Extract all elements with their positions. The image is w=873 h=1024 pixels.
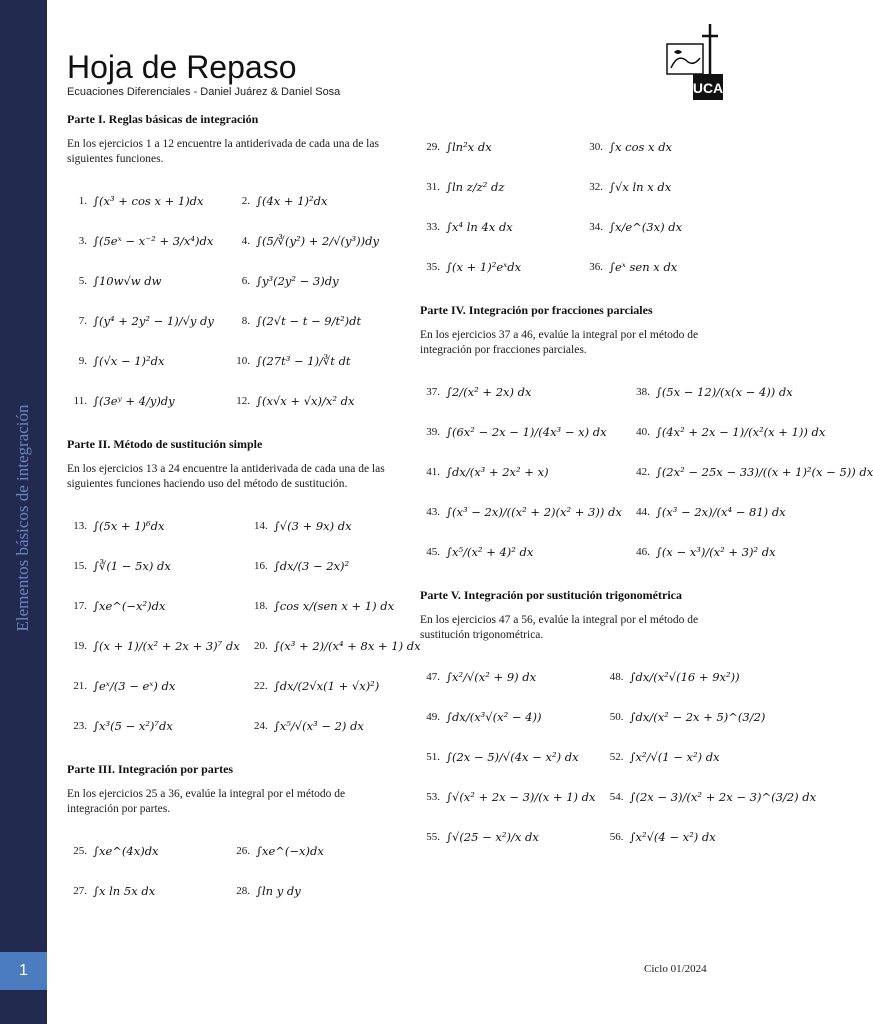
exercise-expression: ∫(2x − 5)/√(4x − x²) dx (446, 750, 579, 764)
section-part-3-continued (420, 127, 738, 287)
exercise-expression: ∫ln y dy (256, 884, 301, 898)
exercise-expression: ∫(x + 1)/(x² + 2x + 3)⁷ dx (93, 639, 240, 653)
right-column (420, 127, 873, 873)
exercise-number: 13. (73, 520, 87, 532)
exercise-expression: ∫dx/(x³ + 2x² + x) (446, 465, 549, 479)
exercise-number: 50. (609, 711, 624, 723)
exercise-item (67, 181, 222, 221)
exercise-expression: ∫ln²x dx (446, 140, 492, 154)
exercise-expression: ∫(5x + 1)⁶dx (93, 519, 165, 533)
exercise-number: 23. (73, 720, 87, 732)
document-title: Hoja de Repaso (67, 49, 297, 85)
exercise-item (583, 167, 738, 207)
exercise-item (420, 127, 575, 167)
exercise-item (583, 127, 738, 167)
exercise-number: 17. (73, 600, 87, 612)
exercise-expression: ∫eˣ sen x dx (609, 260, 678, 274)
exercise-expression: ∫(x³ + 2)/(x⁴ + 8x + 1) dx (273, 639, 421, 653)
exercise-expression: ∫(x³ − 2x)/((x² + 2)(x² + 3)) dx (446, 505, 622, 519)
exercise-expression: ∫(2x² − 25x − 33)/((x + 1)²(x − 5)) dx (655, 465, 873, 479)
exercise-expression: ∫(2x − 3)/(x² + 2x − 3)^(3/2) dx (629, 790, 817, 804)
exercise-number: 2. (241, 195, 250, 207)
exercise-item (67, 706, 240, 746)
exercise-item (420, 737, 596, 777)
section-title: Parte IV. Integración por fracciones parciales (420, 303, 653, 317)
exercise-number: 36. (589, 261, 603, 273)
exercise-expression: ∫x²/√(1 − x²) dx (629, 750, 720, 764)
exercise-item (420, 372, 622, 412)
exercise-item (67, 221, 222, 261)
exercise-number: 15. (73, 560, 87, 572)
exercise-number: 26. (236, 845, 250, 857)
exercise-number: 44. (636, 506, 650, 518)
exercise-number: 45. (426, 546, 440, 558)
exercise-item (67, 871, 222, 911)
exercise-expression: ∫cos x/(sen x + 1) dx (273, 599, 395, 613)
exercise-expression: ∫x⁵/(x² + 4)² dx (446, 545, 534, 559)
exercise-expression: ∫(x³ − 2x)/(x⁴ − 81) dx (655, 505, 786, 519)
exercise-expression: ∫y³(2y² − 3)dy (256, 274, 339, 288)
exercise-item (420, 777, 596, 817)
exercise-expression: ∫∛(1 − 5x) dx (93, 559, 171, 573)
exercise-expression: ∫x²√(4 − x²) dx (629, 830, 716, 844)
exercise-item (248, 546, 421, 586)
exercise-expression: ∫x³(5 − x²)⁷dx (93, 719, 173, 733)
exercise-expression: ∫dx/(x³√(x² − 4)) (446, 710, 542, 724)
exercise-expression: ∫√(25 − x²)/x dx (446, 830, 539, 844)
exercise-number: 40. (636, 426, 650, 438)
exercise-expression: ∫x⁴ ln 4x dx (446, 220, 513, 234)
exercise-number: 37. (426, 386, 440, 398)
section-intro: En los ejercicios 25 a 36, evalúe la integral por el método de integración por partes. (67, 788, 346, 815)
exercise-item (420, 207, 575, 247)
exercise-expression: ∫ln z/z² dz (446, 180, 505, 194)
exercise-item (604, 657, 817, 697)
exercise-number: 38. (636, 386, 650, 398)
section-part-1 (67, 112, 385, 421)
sidebar (0, 0, 47, 1024)
exercise-expression: ∫√x ln x dx (609, 180, 672, 194)
exercise-expression: ∫(√x − 1)²dx (93, 354, 165, 368)
exercise-number: 8. (241, 315, 250, 327)
exercise-number: 53. (426, 791, 440, 803)
exercise-expression: ∫(5eˣ − x⁻² + 3/x⁴)dx (93, 234, 214, 248)
uca-logo-icon (664, 22, 724, 102)
exercise-expression: ∫dx/(3 − 2x)² (273, 559, 350, 573)
exercise-number: 6. (241, 275, 250, 287)
exercise-item (583, 247, 738, 287)
exercise-item (604, 777, 817, 817)
exercise-item (420, 657, 596, 697)
exercise-item (248, 506, 421, 546)
section-part-5 (420, 588, 817, 857)
exercise-expression: ∫(y⁴ + 2y² − 1)/√y dy (93, 314, 214, 328)
exercise-item (630, 412, 873, 452)
exercise-item (67, 546, 240, 586)
exercise-expression: ∫(5/∛(y²) + 2/√(y³))dy (256, 234, 379, 248)
exercise-number: 43. (426, 506, 440, 518)
exercise-expression: ∫√(x² + 2x − 3)/(x + 1) dx (446, 790, 596, 804)
exercise-number: 30. (589, 141, 603, 153)
exercise-number: 10. (236, 355, 250, 367)
exercise-item (420, 532, 622, 572)
exercise-number: 27. (73, 885, 87, 897)
exercise-number: 31. (426, 181, 440, 193)
section-title: Parte I. Reglas básicas de integración (67, 112, 259, 126)
exercise-number: 25. (73, 845, 87, 857)
sidebar-title: Elementos básicos de integración (13, 404, 32, 632)
section-part-3 (67, 762, 385, 911)
exercise-number: 12. (236, 395, 250, 407)
exercise-number: 56. (609, 831, 624, 843)
exercise-number: 52. (609, 751, 624, 763)
section-part-2 (67, 437, 421, 746)
exercise-item (230, 261, 385, 301)
exercise-number: 33. (426, 221, 440, 233)
exercise-number: 18. (254, 600, 268, 612)
exercise-number: 21. (73, 680, 87, 692)
exercise-expression: ∫(3eʸ + 4/y)dy (93, 394, 175, 408)
exercise-item (630, 452, 873, 492)
section-intro: En los ejercicios 13 a 24 encuentre la antiderivada de cada una de las siguientes funciones haciendo uso del método de sustitución. (67, 463, 385, 490)
exercise-expression: ∫(x³ + cos x + 1)dx (93, 194, 204, 208)
exercise-item (604, 737, 817, 777)
exercise-grid (420, 372, 873, 572)
exercise-item (230, 341, 385, 381)
exercise-number: 1. (78, 195, 87, 207)
exercise-item (67, 341, 222, 381)
exercise-expression: ∫2/(x² + 2x) dx (446, 385, 532, 399)
section-intro: En los ejercicios 47 a 56, evalúe la integral por el método de sustitución trigonométrica. (420, 614, 699, 641)
exercise-item (420, 412, 622, 452)
exercise-expression: ∫(6x² − 2x − 1)/(4x³ − x) dx (446, 425, 607, 439)
exercise-item (67, 831, 222, 871)
exercise-expression: ∫x²/√(x² + 9) dx (446, 670, 537, 684)
exercise-grid (67, 831, 385, 911)
exercise-number: 22. (254, 680, 268, 692)
document-subtitle: Ecuaciones Diferenciales - Daniel Juárez & Daniel Sosa (67, 86, 341, 98)
exercise-number: 47. (426, 671, 440, 683)
exercise-expression: ∫x ln 5x dx (93, 884, 156, 898)
exercise-expression: ∫(2√t − t − 9/t²)dt (256, 314, 362, 328)
exercise-number: 39. (426, 426, 440, 438)
section-title: Parte V. Integración por sustitución trigonométrica (420, 588, 682, 602)
exercise-item (67, 301, 222, 341)
exercise-expression: ∫(5x − 12)/(x(x − 4)) dx (655, 385, 793, 399)
exercise-item (420, 452, 622, 492)
exercise-expression: ∫dx/(x²√(16 + 9x²)) (629, 670, 740, 684)
exercise-item (230, 381, 385, 421)
exercise-number: 24. (254, 720, 268, 732)
exercise-item (248, 626, 421, 666)
footer-cycle: Ciclo 01/2024 (644, 963, 707, 975)
exercise-expression: ∫x⁵/√(x³ − 2) dx (273, 719, 364, 733)
exercise-number: 34. (589, 221, 603, 233)
exercise-number: 51. (426, 751, 440, 763)
exercise-expression: ∫(x − x³)/(x² + 3)² dx (655, 545, 776, 559)
svg-text:UCA: UCA (692, 80, 724, 96)
section-title: Parte II. Método de sustitución simple (67, 437, 263, 451)
exercise-item (230, 181, 385, 221)
exercise-item (630, 532, 873, 572)
exercise-number: 41. (426, 466, 440, 478)
exercise-number: 9. (78, 355, 87, 367)
exercise-item (248, 666, 421, 706)
exercise-expression: ∫10w√w dw (93, 274, 162, 288)
exercise-number: 42. (636, 466, 650, 478)
exercise-item (248, 706, 421, 746)
exercise-expression: ∫(4x + 1)²dx (256, 194, 328, 208)
exercise-number: 54. (609, 791, 624, 803)
exercise-item (67, 506, 240, 546)
exercise-item (230, 221, 385, 261)
exercise-expression: ∫(x√x + √x)/x² dx (256, 394, 355, 408)
exercise-number: 5. (78, 275, 87, 287)
exercise-number: 16. (254, 560, 268, 572)
exercise-item (604, 697, 817, 737)
section-intro: En los ejercicios 37 a 46, evalúe la integral por el método de integración por fracciones parciales. (420, 329, 699, 356)
exercise-expression: ∫xe^(4x)dx (93, 844, 159, 858)
exercise-expression: ∫xe^(−x²)dx (93, 599, 166, 613)
exercise-number: 55. (426, 831, 440, 843)
exercise-item (420, 817, 596, 857)
exercise-expression: ∫dx/(x² − 2x + 5)^(3/2) (629, 710, 766, 724)
exercise-item (67, 626, 240, 666)
exercise-number: 46. (636, 546, 650, 558)
exercise-number: 49. (426, 711, 440, 723)
exercise-number: 11. (73, 395, 87, 407)
exercise-item (67, 261, 222, 301)
exercise-number: 4. (241, 235, 250, 247)
exercise-item (248, 586, 421, 626)
exercise-number: 35. (426, 261, 440, 273)
exercise-item (630, 492, 873, 532)
exercise-item (420, 167, 575, 207)
exercise-item (67, 586, 240, 626)
exercise-number: 7. (78, 315, 87, 327)
exercise-number: 28. (236, 885, 250, 897)
exercise-expression: ∫eˣ/(3 − eˣ) dx (93, 679, 176, 693)
exercise-item (230, 831, 385, 871)
exercise-item (604, 817, 817, 857)
exercise-number: 20. (254, 640, 268, 652)
exercise-item (230, 301, 385, 341)
exercise-grid (67, 181, 385, 421)
exercise-item (67, 666, 240, 706)
exercise-grid (67, 506, 421, 746)
exercise-number: 29. (426, 141, 440, 153)
exercise-expression: ∫√(3 + 9x) dx (273, 519, 352, 533)
exercise-expression: ∫x/e^(3x) dx (609, 220, 683, 234)
exercise-number: 3. (78, 235, 87, 247)
exercise-number: 48. (609, 671, 624, 683)
exercise-item (420, 247, 575, 287)
exercise-expression: ∫(27t³ − 1)/∛t dt (256, 354, 351, 368)
exercise-item (420, 492, 622, 532)
exercise-grid (420, 127, 738, 287)
exercise-item (420, 697, 596, 737)
page-number: 1 (0, 952, 47, 990)
section-intro: En los ejercicios 1 a 12 encuentre la antiderivada de cada una de las siguientes funciones. (67, 138, 379, 165)
exercise-number: 32. (589, 181, 603, 193)
exercise-item (230, 871, 385, 911)
exercise-item (630, 372, 873, 412)
exercise-expression: ∫(x + 1)²eˣdx (446, 260, 522, 274)
exercise-item (67, 381, 222, 421)
exercise-number: 14. (254, 520, 268, 532)
section-title: Parte III. Integración por partes (67, 762, 234, 776)
exercise-number: 19. (73, 640, 87, 652)
exercise-grid (420, 657, 817, 857)
exercise-expression: ∫dx/(2√x(1 + √x)²) (273, 679, 380, 693)
left-column (67, 112, 421, 927)
exercise-expression: ∫xe^(−x)dx (256, 844, 324, 858)
exercise-item (583, 207, 738, 247)
section-part-4 (420, 303, 873, 572)
exercise-expression: ∫x cos x dx (609, 140, 673, 154)
exercise-expression: ∫(4x² + 2x − 1)/(x²(x + 1)) dx (655, 425, 826, 439)
